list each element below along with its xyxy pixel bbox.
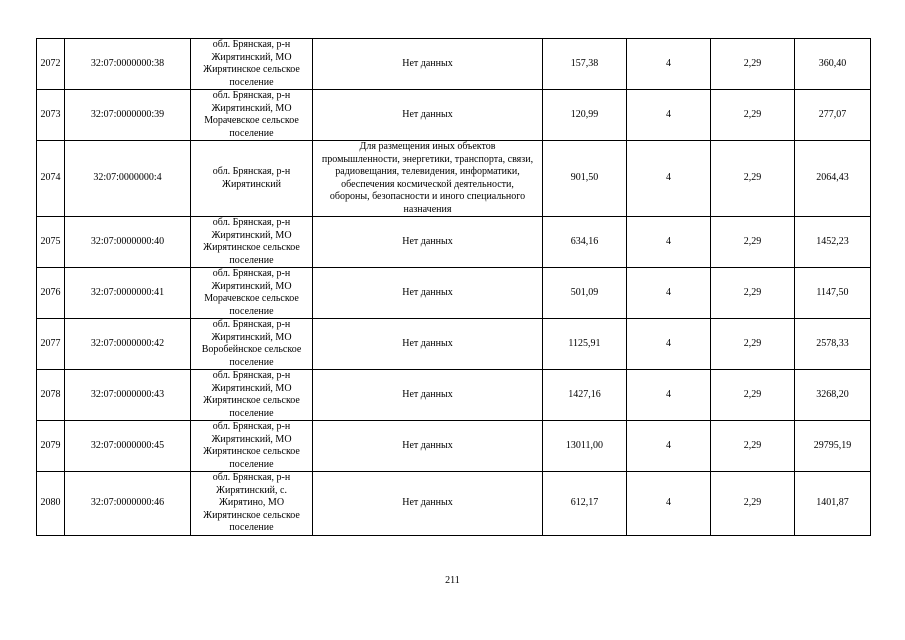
address-cell bbox=[191, 217, 313, 268]
permitted-use-line: Нет данных bbox=[402, 235, 453, 247]
rate-cell: 2,29 bbox=[711, 217, 795, 268]
area-cell: 1427,16 bbox=[543, 370, 627, 421]
permitted-use-line: Нет данных bbox=[402, 108, 453, 120]
address-line: обл. Брянская, р-н bbox=[212, 472, 291, 484]
cadastral-value-cell: 1452,23 bbox=[795, 217, 871, 268]
address-line: Жирятинский, МО bbox=[211, 331, 292, 343]
address-cell bbox=[191, 421, 313, 472]
table-row bbox=[37, 90, 871, 141]
cadastral-number-cell: 32:07:0000000:41 bbox=[65, 268, 191, 319]
rate-cell: 2,29 bbox=[711, 319, 795, 370]
address-line: Жирятинский bbox=[222, 178, 281, 190]
cadastral-value-cell: 360,40 bbox=[795, 39, 871, 90]
address-line: обл. Брянская, р-н bbox=[212, 421, 291, 432]
rate-cell: 2,29 bbox=[711, 268, 795, 319]
address-cell bbox=[191, 39, 313, 90]
area-cell: 901,50 bbox=[543, 141, 627, 217]
address-line: Жирятинский, МО bbox=[211, 433, 292, 445]
permitted-use-line: промышленности, энергетики, транспорта, связи, bbox=[321, 153, 534, 165]
cadastral-number-cell: 32:07:0000000:39 bbox=[65, 90, 191, 141]
table-row bbox=[37, 370, 871, 421]
permitted-use-line: Нет данных bbox=[402, 388, 453, 400]
address-line: поселение bbox=[229, 305, 274, 317]
row-number-cell: 2078 bbox=[37, 370, 65, 421]
row-number-cell: 2076 bbox=[37, 268, 65, 319]
area-cell: 13011,00 bbox=[543, 421, 627, 472]
cadastral-number-cell: 32:07:0000000:38 bbox=[65, 39, 191, 90]
address-line: Жирятино, МО bbox=[218, 497, 285, 509]
address-cell bbox=[191, 472, 313, 536]
address-cell bbox=[191, 268, 313, 319]
address-line: поселение bbox=[229, 356, 274, 368]
table-row bbox=[37, 268, 871, 319]
permitted-use-line: Нет данных bbox=[402, 337, 453, 349]
group-cell: 4 bbox=[627, 141, 711, 217]
address-line: поселение bbox=[229, 254, 274, 266]
permitted-use-cell bbox=[313, 370, 543, 421]
address-line: обл. Брянская, р-н bbox=[212, 217, 291, 228]
permitted-use-cell bbox=[313, 141, 543, 217]
cadastral-value-cell: 277,07 bbox=[795, 90, 871, 141]
permitted-use-cell bbox=[313, 39, 543, 90]
row-number-cell: 2072 bbox=[37, 39, 65, 90]
cadastral-number-cell: 32:07:0000000:42 bbox=[65, 319, 191, 370]
cadastral-value-cell: 1147,50 bbox=[795, 268, 871, 319]
registry-table bbox=[36, 38, 871, 536]
address-line: Морачевское сельское bbox=[204, 293, 299, 304]
table-body bbox=[37, 39, 871, 536]
permitted-use-line: Нет данных bbox=[402, 286, 453, 298]
permitted-use-line: обеспечения космической деятельности, bbox=[341, 178, 514, 190]
area-cell: 612,17 bbox=[543, 472, 627, 536]
address-line: поселение bbox=[229, 458, 274, 470]
permitted-use-line: назначения bbox=[403, 203, 452, 215]
group-cell: 4 bbox=[627, 217, 711, 268]
address-cell bbox=[191, 319, 313, 370]
row-number-cell: 2080 bbox=[37, 472, 65, 536]
row-number-cell: 2073 bbox=[37, 90, 65, 141]
cadastral-number-cell: 32:07:0000000:43 bbox=[65, 370, 191, 421]
address-line: Жирятинский, МО bbox=[211, 102, 292, 114]
address-line: Жирятинское сельское bbox=[203, 242, 300, 253]
row-number-cell: 2077 bbox=[37, 319, 65, 370]
address-cell bbox=[191, 370, 313, 421]
area-cell: 120,99 bbox=[543, 90, 627, 141]
rate-cell: 2,29 bbox=[711, 472, 795, 536]
permitted-use-line: Нет данных bbox=[402, 497, 453, 509]
address-line: обл. Брянская, р-н bbox=[212, 39, 291, 50]
address-line: поселение bbox=[229, 407, 274, 419]
table-row bbox=[37, 39, 871, 90]
address-cell bbox=[191, 141, 313, 217]
permitted-use-cell bbox=[313, 268, 543, 319]
area-cell: 157,38 bbox=[543, 39, 627, 90]
rate-cell: 2,29 bbox=[711, 370, 795, 421]
area-cell: 634,16 bbox=[543, 217, 627, 268]
permitted-use-cell bbox=[313, 217, 543, 268]
rate-cell: 2,29 bbox=[711, 141, 795, 217]
cadastral-value-cell: 29795,19 bbox=[795, 421, 871, 472]
address-line: Морачевское сельское bbox=[204, 115, 299, 126]
address-line: обл. Брянская, р-н bbox=[212, 166, 291, 177]
area-cell: 501,09 bbox=[543, 268, 627, 319]
address-line: Воробейнское сельское bbox=[201, 344, 302, 355]
cadastral-number-cell: 32:07:0000000:46 bbox=[65, 472, 191, 536]
cadastral-value-cell: 2578,33 bbox=[795, 319, 871, 370]
table-row bbox=[37, 319, 871, 370]
table-row bbox=[37, 472, 871, 536]
rate-cell: 2,29 bbox=[711, 90, 795, 141]
permitted-use-cell bbox=[313, 421, 543, 472]
cadastral-number-cell: 32:07:0000000:40 bbox=[65, 217, 191, 268]
address-line: обл. Брянская, р-н bbox=[212, 268, 291, 279]
address-line: поселение bbox=[229, 127, 274, 139]
address-cell bbox=[191, 90, 313, 141]
permitted-use-line: Нет данных bbox=[402, 57, 453, 69]
group-cell: 4 bbox=[627, 421, 711, 472]
permitted-use-line: Нет данных bbox=[402, 439, 453, 451]
address-line: Жирятинский, МО bbox=[211, 229, 292, 241]
cadastral-number-cell: 32:07:0000000:4 bbox=[65, 141, 191, 217]
address-line: Жирятинский, МО bbox=[211, 280, 292, 292]
row-number-cell: 2079 bbox=[37, 421, 65, 472]
group-cell: 4 bbox=[627, 90, 711, 141]
address-line: Жирятинское сельское bbox=[203, 509, 300, 521]
address-line: обл. Брянская, р-н bbox=[212, 319, 291, 330]
address-line: Жирятинский, с. bbox=[216, 484, 287, 496]
permitted-use-cell bbox=[313, 90, 543, 141]
row-number-cell: 2074 bbox=[37, 141, 65, 217]
address-line: Жирятинское сельское bbox=[203, 395, 300, 406]
group-cell: 4 bbox=[627, 319, 711, 370]
address-line: поселение bbox=[229, 522, 274, 534]
row-number-cell: 2075 bbox=[37, 217, 65, 268]
address-line: Жирятинский, МО bbox=[211, 382, 292, 394]
address-line: Жирятинское сельское bbox=[203, 446, 300, 457]
rate-cell: 2,29 bbox=[711, 421, 795, 472]
address-line: Жирятинский, МО bbox=[211, 51, 292, 63]
cadastral-value-cell: 2064,43 bbox=[795, 141, 871, 217]
address-line: Жирятинское сельское bbox=[203, 64, 300, 75]
permitted-use-cell bbox=[313, 472, 543, 536]
group-cell: 4 bbox=[627, 370, 711, 421]
cadastral-value-cell: 1401,87 bbox=[795, 472, 871, 536]
group-cell: 4 bbox=[627, 268, 711, 319]
cadastral-number-cell: 32:07:0000000:45 bbox=[65, 421, 191, 472]
page-number: 211 bbox=[445, 575, 460, 586]
group-cell: 4 bbox=[627, 472, 711, 536]
table-row bbox=[37, 141, 871, 217]
permitted-use-cell bbox=[313, 319, 543, 370]
table-row bbox=[37, 421, 871, 472]
permitted-use-line: радиовещания, телевидения, информатики, bbox=[335, 166, 520, 177]
area-cell: 1125,91 bbox=[543, 319, 627, 370]
address-line: обл. Брянская, р-н bbox=[212, 90, 291, 101]
cadastral-value-cell: 3268,20 bbox=[795, 370, 871, 421]
rate-cell: 2,29 bbox=[711, 39, 795, 90]
address-line: обл. Брянская, р-н bbox=[212, 370, 291, 381]
permitted-use-line: Для размещения иных объектов bbox=[359, 141, 496, 152]
address-line: поселение bbox=[229, 76, 274, 88]
permitted-use-line: обороны, безопасности и иного специального bbox=[329, 191, 526, 202]
group-cell: 4 bbox=[627, 39, 711, 90]
table-row bbox=[37, 217, 871, 268]
